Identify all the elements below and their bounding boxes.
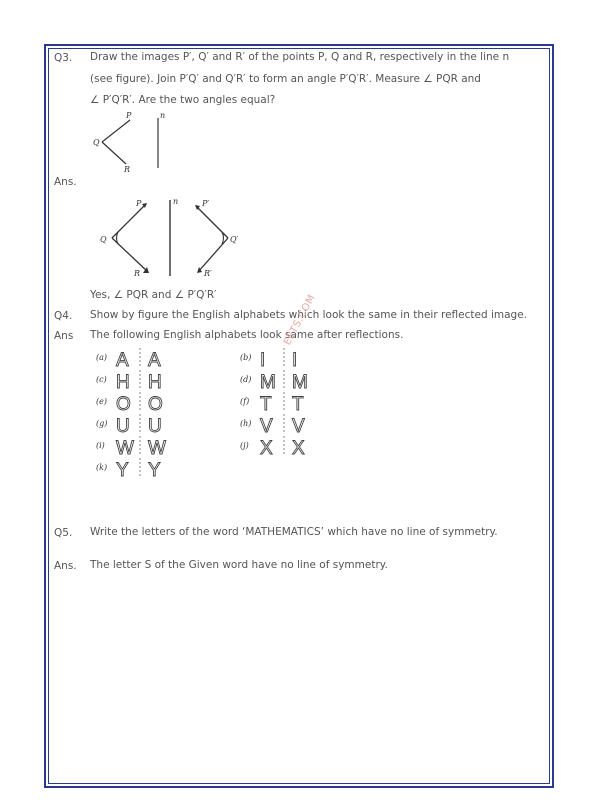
letter-original: H	[116, 372, 130, 393]
letter-tag: (b)	[240, 353, 252, 362]
watermark: EETS.COM	[282, 292, 318, 348]
letter-original: T	[260, 394, 272, 415]
letter-tag: (c)	[96, 375, 107, 384]
letter-original: I	[260, 350, 266, 371]
q5-label: Q5.	[54, 527, 73, 539]
a3-label-q-img: Q′	[230, 235, 239, 244]
q3-line-3: ∠ P′Q′R′. Are the two angles equal?	[90, 94, 276, 106]
q3-figure	[90, 112, 180, 174]
letter-reflection: O	[148, 394, 163, 415]
letter-tag: (j)	[240, 441, 249, 450]
q3-label-q: Q	[93, 138, 100, 147]
a4-letters-left-column	[96, 348, 166, 481]
q3-label-p: P	[126, 112, 132, 120]
a4-letters-right-column	[240, 348, 308, 459]
a4-label: Ans	[54, 330, 74, 342]
a3-label-p: P	[136, 199, 142, 208]
q4-label: Q4.	[54, 310, 73, 322]
letter-reflection: Y	[148, 460, 161, 481]
letter-reflection: I	[292, 350, 298, 371]
a3-label-n: n	[173, 197, 179, 206]
letter-original: A	[116, 350, 129, 371]
a3-label-q: Q	[100, 235, 107, 244]
q5-text: Write the letters of the word ‘MATHEMATICS’ which have no line of symmetry.	[90, 526, 498, 538]
a3-angle-arc-left	[117, 232, 119, 244]
a3-angle-arc-right	[222, 232, 224, 244]
letter-original: W	[116, 438, 134, 459]
letter-original: Y	[116, 460, 129, 481]
letter-original: V	[260, 416, 273, 437]
a4-text: The following English alphabets look same after reflections.	[90, 329, 404, 341]
a3-ray-q-r-img	[198, 238, 228, 272]
a3-answer: Yes, ∠ PQR and ∠ P′Q′R′	[90, 289, 217, 301]
a3-label-r-img: R′	[204, 269, 212, 278]
letter-reflection: A	[148, 350, 161, 371]
a3-figure	[90, 194, 250, 280]
q4-text: Show by figure the English alphabets which look the same in their reflected image.	[90, 309, 528, 321]
q3-label: Q3.	[54, 52, 73, 64]
letter-tag: (e)	[96, 397, 107, 406]
letter-tag: (f)	[240, 397, 250, 406]
a3-label: Ans.	[54, 176, 77, 188]
letter-tag: (d)	[240, 375, 252, 384]
letter-tag: (a)	[96, 353, 108, 362]
letter-reflection: W	[148, 438, 166, 459]
letter-reflection: H	[148, 372, 162, 393]
letter-reflection: V	[292, 416, 305, 437]
letter-tag: (i)	[96, 441, 105, 450]
q3-ray-qr	[102, 142, 126, 164]
letter-original: U	[116, 416, 130, 437]
letter-original: X	[260, 438, 273, 459]
letter-tag: (h)	[240, 419, 252, 428]
q3-line-2: (see figure). Join P′Q′ and Q′R′ to form an angle P′Q′R′. Measure ∠ PQR and	[90, 73, 481, 85]
q3-ray-qp	[102, 120, 130, 142]
letter-original: O	[116, 394, 131, 415]
a3-label-r: R	[134, 269, 141, 278]
a5-label: Ans.	[54, 560, 77, 572]
letter-tag: (k)	[96, 463, 108, 472]
q3-label-n: n	[160, 112, 166, 120]
a3-ray-q-p-img	[196, 206, 228, 238]
a5-text: The letter S of the Given word have no line of symmetry.	[90, 559, 388, 571]
letter-tag: (g)	[96, 419, 108, 428]
letter-original: M	[260, 372, 276, 393]
a3-label-p-img: P′	[202, 199, 210, 208]
letter-reflection: X	[292, 438, 305, 459]
letter-reflection: T	[292, 394, 304, 415]
q3-line-1: Draw the images P′, Q′ and R′ of the points P, Q and R, respectively in the line n	[90, 51, 510, 63]
a4-letters-figure	[92, 346, 342, 502]
letter-reflection: U	[148, 416, 162, 437]
letter-reflection: M	[292, 372, 308, 393]
q3-label-r: R	[124, 165, 131, 174]
